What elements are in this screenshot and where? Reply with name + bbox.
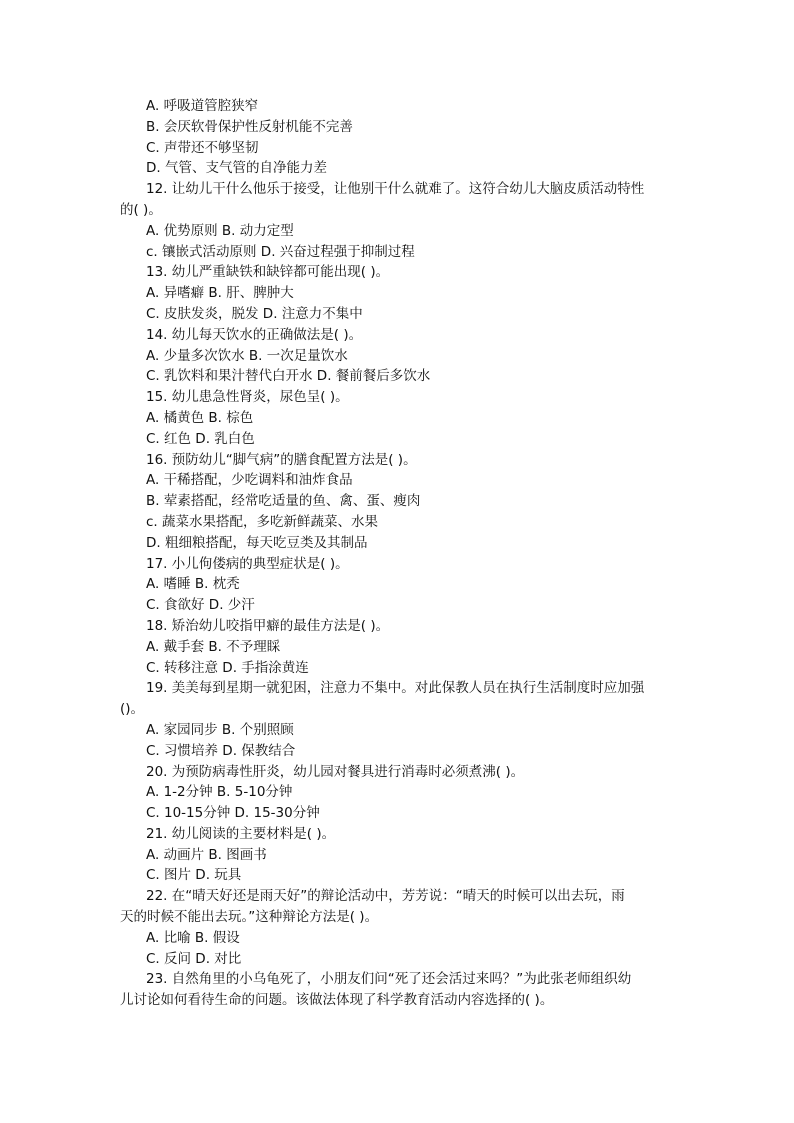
- question-text: 17. 小儿佝偻病的典型症状是( )。: [146, 555, 349, 572]
- question-continuation: 儿讨论如何看待生命的问题。该做法体现了科学教育活动内容选择的( )。: [120, 992, 554, 1009]
- answer-option: C. 乳饮料和果汁替代白开水 D. 餐前餐后多饮水: [146, 368, 431, 385]
- answer-option: B. 荤素搭配，经常吃适量的鱼、禽、蛋、瘦肉: [146, 493, 421, 510]
- answer-option: A. 橘黄色 B. 棕色: [146, 409, 254, 426]
- question-text: 15. 幼儿患急性肾炎，尿色呈( )。: [146, 389, 349, 406]
- answer-option: C. 反问 D. 对比: [146, 950, 242, 967]
- answer-option: A. 比喻 B. 假设: [146, 929, 240, 946]
- answer-option: D. 粗细粮搭配，每天吃豆类及其制品: [146, 534, 368, 551]
- answer-option: A. 家园同步 B. 个别照顾: [146, 721, 294, 738]
- answer-option: A. 戴手套 B. 不予理睬: [146, 638, 281, 655]
- answer-option: C. 皮肤发炎，脱发 D. 注意力不集中: [146, 305, 363, 322]
- question-continuation: 的( )。: [120, 201, 162, 218]
- answer-option: D. 气管、支气管的自净能力差: [146, 160, 327, 177]
- answer-option: c. 镶嵌式活动原则 D. 兴奋过程强于抑制过程: [146, 243, 415, 260]
- answer-option: A. 嗜睡 B. 枕秃: [146, 576, 240, 593]
- question-text: 22. 在“晴天好还是雨天好”的辩论活动中，芳芳说：“晴天的时候可以出去玩，雨: [146, 888, 625, 905]
- question-text: 23. 自然角里的小乌龟死了，小朋友们问“死了还会活过来吗？”为此张老师组织幼: [146, 971, 632, 988]
- answer-option: A. 呼吸道管腔狭窄: [146, 98, 259, 114]
- answer-option: c. 蔬菜水果搭配，多吃新鲜蔬菜、水果: [146, 513, 379, 530]
- answer-option: A. 干稀搭配，少吃调料和油炸食品: [146, 472, 353, 489]
- question-list: [120, 96, 668, 1011]
- answer-option: A. 1-2分钟 B. 5-10分钟: [146, 784, 293, 801]
- question-text: 19. 美美每到星期一就犯困，注意力不集中。对此保教人员在执行生活制度时应加强: [146, 680, 645, 697]
- question-continuation: 天的时候不能出去玩。”这种辩论方法是( )。: [120, 909, 379, 926]
- answer-option: A. 动画片 B. 图画书: [146, 846, 267, 863]
- question-text: 16. 预防幼儿“脚气病”的膳食配置方法是( )。: [146, 451, 417, 468]
- answer-option: A. 少量多次饮水 B. 一次足量饮水: [146, 347, 348, 364]
- question-text: 21. 幼儿阅读的主要材料是( )。: [146, 825, 336, 842]
- answer-option: C. 食欲好 D. 少汗: [146, 597, 255, 614]
- answer-option: A. 优势原则 B. 动力定型: [146, 222, 294, 239]
- question-continuation: ()。: [120, 701, 145, 718]
- question-text: 14. 幼儿每天饮水的正确做法是( )。: [146, 326, 363, 343]
- answer-option: B. 会厌软骨保护性反射机能不完善: [146, 118, 353, 135]
- answer-option: C. 10-15分钟 D. 15-30分钟: [146, 805, 320, 822]
- answer-option: A. 异嗜癖 B. 肝、脾肿大: [146, 285, 294, 302]
- question-text: 20. 为预防病毒性肝炎，幼儿园对餐具进行消毒时必须煮沸( )。: [146, 763, 525, 780]
- answer-option: C. 转移注意 D. 手指涂黄连: [146, 659, 309, 676]
- question-text: 13. 幼儿严重缺铁和缺锌都可能出现( )。: [146, 264, 390, 281]
- question-text: 18. 矫治幼儿咬指甲癖的最佳方法是( )。: [146, 617, 390, 634]
- question-text: 12. 让幼儿干什么他乐于接受，让他别干什么就难了。这符合幼儿大脑皮质活动特性: [146, 181, 645, 198]
- answer-option: C. 图片 D. 玩具: [146, 867, 242, 884]
- answer-option: C. 红色 D. 乳白色: [146, 430, 255, 447]
- answer-option: C. 习惯培养 D. 保教结合: [146, 742, 296, 759]
- answer-option: C. 声带还不够坚韧: [146, 139, 259, 156]
